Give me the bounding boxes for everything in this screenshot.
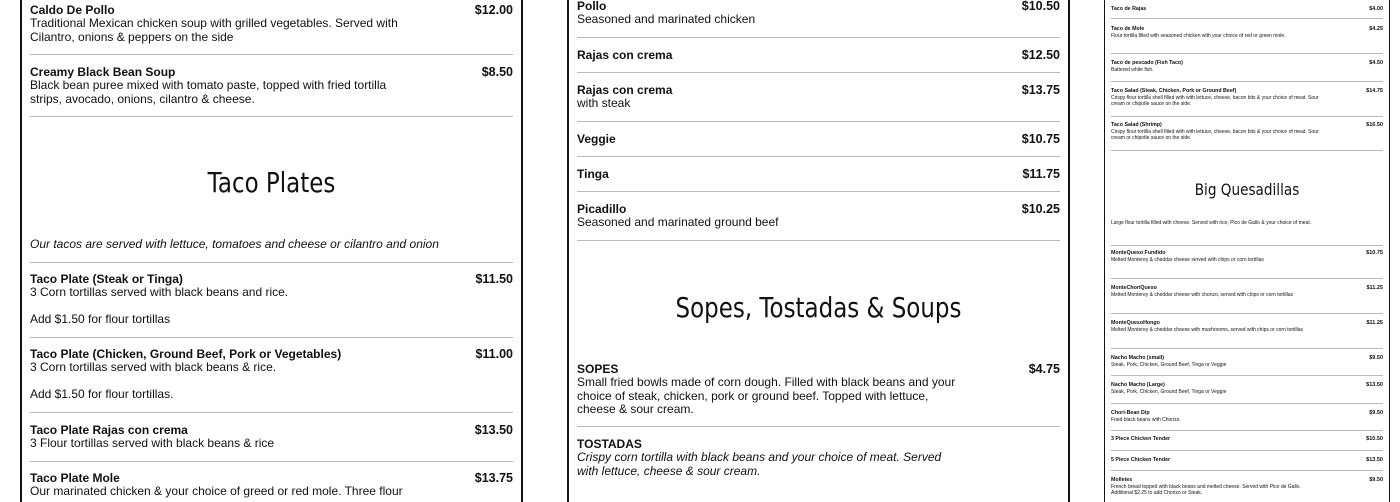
- divider: [1111, 18, 1383, 19]
- item-price: $11.50: [475, 272, 513, 286]
- section-title: Sopes, Tostadas & Soups: [675, 291, 962, 324]
- item-description: Crispy corn tortilla with black beans and your choice of meat. Served with lettuce, cheese & sour cream.: [577, 450, 942, 478]
- item-name: Tinga: [577, 167, 609, 181]
- divider: [1111, 116, 1383, 117]
- menu-item: [30, 347, 513, 401]
- item-name: Molletes: [1111, 477, 1133, 483]
- item-name: Taco Salad (Steak, Chicken, Pork or Ground Beef): [1111, 88, 1237, 94]
- menu-item: [1111, 88, 1383, 107]
- menu-item: [1111, 477, 1383, 496]
- menu-page-middle: [567, 0, 1070, 502]
- item-description: Seasoned and marinated chicken: [577, 12, 756, 26]
- item-price: $13.75: [474, 471, 513, 485]
- menu-item: [577, 437, 1060, 478]
- menu-item: [30, 423, 513, 451]
- item-description: Seasoned and marinated ground beef: [577, 215, 779, 229]
- divider: [577, 426, 1060, 427]
- item-name: Taco de pescado (Fish Taco): [1111, 60, 1183, 66]
- item-price: $10.50: [1366, 436, 1383, 442]
- item-name: Creamy Black Bean Soup: [30, 65, 176, 79]
- item-description: Black bean puree mixed with tomato paste, topped with fried tortilla strips, avocado, onions, cilantro & cheese.: [30, 78, 387, 106]
- item-price: $10.25: [1021, 202, 1060, 216]
- item-price: $4.75: [1028, 362, 1060, 376]
- item-name: Taco Plate Rajas con crema: [30, 423, 188, 437]
- item-price: $16.50: [1366, 122, 1383, 128]
- item-description: French bread topped with black beans and melted cheese. Served with Pico de Gallo. Additional $2.25 to add Chorizo or Steak.: [1111, 483, 1301, 496]
- item-description: Melted Monterey & cheddar cheese with chorizo, served with chips or corn tortillas: [1111, 291, 1294, 298]
- menu-page-left: [20, 0, 523, 502]
- menu-item: [577, 48, 1060, 62]
- divider: [30, 54, 513, 55]
- item-price: $10.75: [1366, 250, 1383, 256]
- divider: [577, 121, 1060, 122]
- menu-item: [1111, 355, 1383, 368]
- section-intro: Our tacos are served with lettuce, tomatoes and cheese or cilantro and onion: [30, 237, 439, 251]
- divider: [1111, 450, 1383, 451]
- item-name: Rajas con crema: [577, 83, 673, 97]
- section-title: Big Quesadillas: [1194, 180, 1300, 199]
- menu-page-right: [1104, 0, 1390, 502]
- divider: [30, 412, 513, 413]
- item-price: $4.00: [1369, 6, 1383, 12]
- item-name: Rajas con crema: [577, 48, 673, 62]
- item-price: $12.00: [474, 3, 513, 17]
- divider: [1111, 470, 1383, 471]
- divider: [30, 116, 513, 117]
- divider: [1111, 403, 1383, 404]
- item-price: $9.50: [1369, 477, 1383, 483]
- menu-item: [30, 471, 513, 499]
- item-name: Nacho Macho (small): [1111, 355, 1164, 361]
- item-description: Steak, Pork, Chicken, Ground Beef, Tinga or Veggie: [1111, 388, 1227, 395]
- menu-item: [30, 65, 513, 106]
- menu-item: [577, 202, 1060, 230]
- menu-item: [577, 83, 1060, 111]
- item-price: $4.25: [1369, 26, 1383, 32]
- divider: [1111, 81, 1383, 82]
- item-description: Melted Monterey & cheddar cheese with mushrooms, served with chips or corn tortillas: [1111, 326, 1304, 333]
- divider: [1111, 245, 1383, 246]
- item-price: $13.75: [1021, 83, 1060, 97]
- divider: [1111, 348, 1383, 349]
- divider: [577, 72, 1060, 73]
- item-name: SOPES: [577, 362, 619, 376]
- item-name: MonteChoriQueso: [1111, 285, 1157, 291]
- menu-item: [1111, 26, 1383, 39]
- menu-item: [30, 272, 513, 326]
- item-name: Taco Salad (Shrimp): [1111, 122, 1162, 128]
- menu-item: [1111, 122, 1383, 141]
- item-name: Taco de Mole: [1111, 26, 1145, 32]
- section-title: Taco Plates: [207, 166, 336, 199]
- item-note: Add $1.50 for flour tortillas.: [30, 386, 174, 401]
- menu-item: [1111, 60, 1383, 73]
- item-price: $13.50: [1366, 382, 1383, 388]
- divider: [1111, 150, 1383, 151]
- item-name: Taco de Rajas: [1111, 6, 1147, 12]
- menu-item: [1111, 410, 1383, 423]
- item-name: Chori-Bean Dip: [1111, 410, 1150, 416]
- item-price: $9.50: [1369, 410, 1383, 416]
- item-name: MonteQuesoHongo: [1111, 320, 1160, 326]
- item-price: $11.25: [1366, 285, 1383, 291]
- item-price: $11.75: [1022, 167, 1060, 181]
- menu-item: [1111, 457, 1383, 464]
- item-description: Traditional Mexican chicken soup with grilled vegetables. Served with Cilantro, onions & peppers on the side: [30, 16, 398, 44]
- divider: [577, 156, 1060, 157]
- item-name: Picadillo: [577, 202, 627, 216]
- menu-item: [1111, 250, 1383, 263]
- item-price: $11.00: [475, 347, 513, 361]
- item-name: 5 Piece Chicken Tender: [1111, 457, 1171, 463]
- item-price: $13.50: [1366, 457, 1383, 463]
- menu-item: [1111, 382, 1383, 395]
- item-price: $10.50: [1021, 0, 1060, 13]
- item-name: MonteQueso Fundido: [1111, 250, 1166, 256]
- divider: [1111, 375, 1383, 376]
- item-price: $14.75: [1366, 88, 1383, 94]
- menu-item: [577, 167, 1060, 181]
- item-name: Taco Plate Mole: [30, 471, 120, 485]
- item-price: $9.50: [1369, 355, 1383, 361]
- divider: [1111, 53, 1383, 54]
- item-note: Add $1.50 for flour tortillas: [30, 311, 171, 326]
- item-price: $13.50: [474, 423, 513, 437]
- item-name: Taco Plate (Chicken, Ground Beef, Pork or Vegetables): [30, 347, 342, 361]
- divider: [1111, 278, 1383, 279]
- item-description: Steak, Pork, Chicken, Ground Beef, Tinga or Veggie: [1111, 361, 1227, 368]
- menu-item: [577, 0, 1060, 27]
- divider: [30, 262, 513, 263]
- menu-item: [1111, 320, 1383, 333]
- menu-item: [1111, 6, 1383, 13]
- item-price: $11.25: [1366, 320, 1383, 326]
- divider: [577, 37, 1060, 38]
- item-name: 3 Piece Chicken Tender: [1111, 436, 1171, 442]
- item-description: Melted Monterey & cheddar cheese served with chips or corn tortillas: [1111, 256, 1264, 263]
- item-description: with steak: [577, 96, 631, 110]
- item-price: $4.50: [1369, 60, 1383, 66]
- item-description: Battered white fish.: [1111, 66, 1154, 73]
- item-description: Flour tortilla filled with seasoned chicken with your choice of red or green mole.: [1111, 32, 1286, 39]
- divider: [30, 337, 513, 338]
- item-description: Small fried bowls made of corn dough. Filled with black beans and your choice of steak, chicken, pork or ground beef. Topped with lettuce, cheese & sour cream.: [577, 375, 956, 416]
- item-price: $12.50: [1021, 48, 1060, 62]
- item-description: Crispy flour tortilla shell filled with with lettuce, cheese, bacon bits & your choice of meat. Sour cream or chipotle sauce on the side.: [1111, 94, 1319, 107]
- section-intro: Large flour tortilla filled with cheese. Served with rice, Pico de Gallo & your choice of meat.: [1111, 220, 1312, 226]
- item-description: 3 Corn tortillas served with black beans and rice.: [30, 285, 289, 299]
- divider: [1111, 430, 1383, 431]
- menu-item: [577, 362, 1060, 417]
- item-name: Taco Plate (Steak or Tinga): [30, 272, 183, 286]
- menu-item: [1111, 436, 1383, 443]
- divider: [577, 240, 1060, 241]
- divider: [30, 461, 513, 462]
- item-price: $10.75: [1021, 132, 1060, 146]
- divider: [1111, 313, 1383, 314]
- menu-item: [1111, 285, 1383, 298]
- item-description: Our marinated chicken & your choice of greed or red mole. Three flour: [30, 484, 403, 498]
- item-name: Pollo: [577, 0, 607, 13]
- item-name: Nacho Macho (Large): [1111, 382, 1165, 388]
- item-name: Veggie: [577, 132, 616, 146]
- menu-item: [577, 132, 1060, 146]
- item-description: 3 Flour tortillas served with black beans & rice: [30, 436, 275, 450]
- item-description: Fried black beans with Chorizo.: [1111, 416, 1181, 423]
- divider: [577, 191, 1060, 192]
- item-name: TOSTADAS: [577, 437, 642, 451]
- item-description: Crispy flour tortilla shell filled with with lettuce, cheese, bacon bits & your choice of meat. Sour cream or chipotle sauce on the side.: [1111, 128, 1319, 141]
- item-description: 3 Corn tortillas served with black beans & rice.: [30, 360, 277, 374]
- menu-item: [30, 3, 513, 44]
- item-name: Caldo De Pollo: [30, 3, 115, 17]
- item-price: $8.50: [481, 65, 513, 79]
